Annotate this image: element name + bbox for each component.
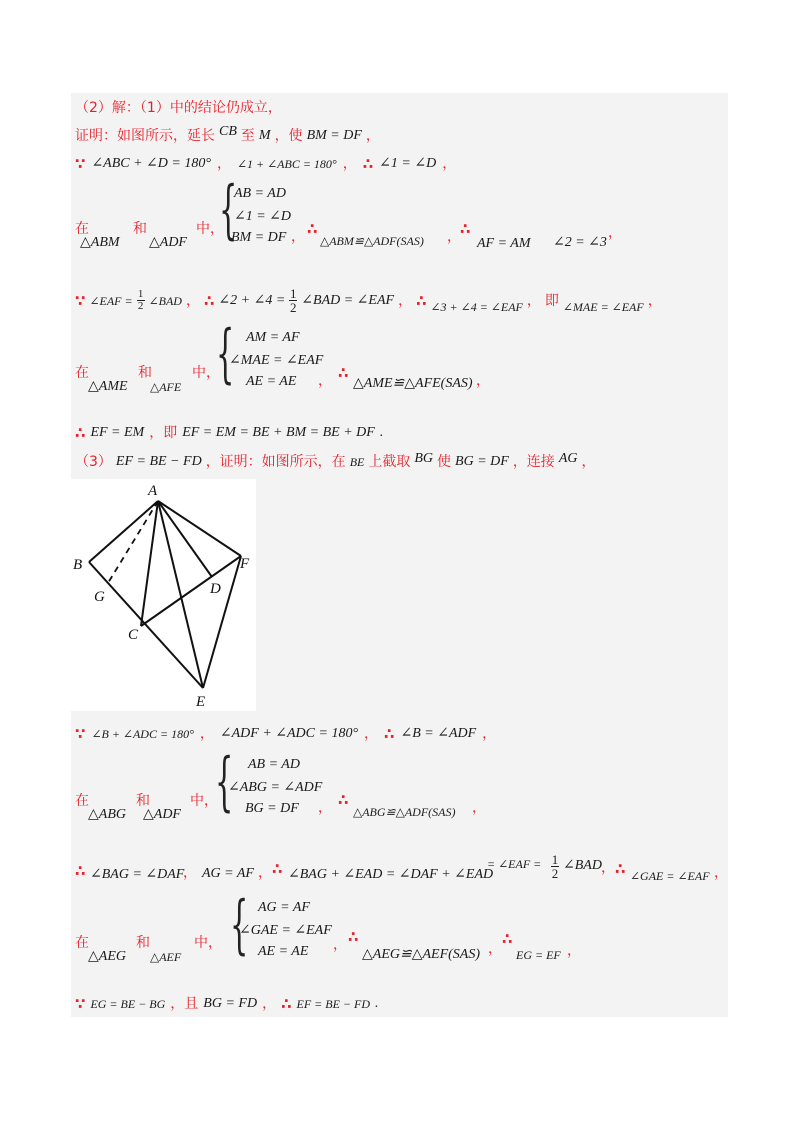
- triangle-ame: △AME: [88, 379, 128, 394]
- label-d: D: [210, 581, 221, 597]
- math-2-plus-4: ∠2 + ∠4 =: [218, 292, 286, 308]
- therefore-symbol: ∴: [416, 291, 427, 310]
- text-in: 在: [75, 935, 89, 951]
- text-comma: ，: [567, 943, 581, 959]
- therefore-symbol: ∴: [338, 364, 349, 382]
- math-b-eq-adf: ∠B = ∠ADF: [400, 726, 477, 741]
- system-1-d: ∠1 = ∠D: [234, 209, 292, 224]
- part3-heading: [75, 453, 595, 471]
- part2-heading: [75, 99, 282, 117]
- segment-ae: [158, 501, 203, 688]
- text-comma: ，: [398, 292, 413, 309]
- text-comma: ，: [318, 800, 332, 816]
- text-comma: ，: [714, 865, 728, 881]
- math-m: M: [258, 128, 271, 143]
- math-bag-ead-daf-ead: ∠BAG + ∠EAD = ∠DAF + ∠EAD: [288, 867, 494, 882]
- text-comma: ，: [447, 229, 461, 245]
- text-comma: ，: [291, 229, 305, 245]
- text-period: .: [379, 425, 384, 440]
- fraction-half: [289, 287, 297, 314]
- math-3-plus-4: ∠3 + ∠4 = ∠EAF: [430, 299, 523, 314]
- segment-fe: [203, 556, 241, 688]
- math-bg-eq-df: BG = DF: [455, 454, 509, 469]
- triangle-abm: △ABM: [80, 235, 120, 250]
- system-ae-ae: AE = AE: [258, 944, 309, 959]
- text-among: 中，: [194, 935, 222, 951]
- math-ef-be-fd: EF = BE − FD: [115, 454, 202, 469]
- system-ag-af: AG = AF: [258, 900, 310, 915]
- therefore-symbol: ∴: [460, 220, 471, 238]
- therefore-symbol: ∴: [75, 424, 86, 442]
- text-comma: ，: [647, 292, 662, 309]
- text-and: 和: [136, 935, 150, 951]
- text-comma: ，: [258, 865, 272, 881]
- text-among: 中，: [192, 365, 220, 381]
- math-ef-be-df: EF = EM = BE + BM = BE + DF: [182, 425, 375, 440]
- system-am-af: AM = AF: [246, 330, 300, 345]
- text-in: 在: [75, 221, 89, 237]
- text-among: 中，: [190, 793, 218, 809]
- therefore-symbol: ∴: [203, 291, 215, 310]
- text-comma: ，: [472, 800, 486, 816]
- text-proof-intro: ，证明：如图所示，在: [205, 454, 346, 470]
- text-in: 在: [75, 365, 89, 381]
- because-symbol: ∵: [75, 725, 86, 743]
- math-ef-em: EF = EM: [90, 425, 145, 440]
- text-comma: ，: [365, 128, 380, 144]
- segment-ag-dashed: [108, 501, 158, 583]
- therefore-symbol: ∴: [502, 930, 513, 948]
- text-comma: ，: [488, 941, 502, 957]
- fraction-half: [551, 853, 559, 880]
- conclusion-line-part3: [75, 995, 379, 1013]
- because-symbol: ∵: [75, 291, 86, 310]
- math-ef-be-fd: EF = BE − FD: [296, 997, 371, 1011]
- math-ag-eq-af: AG = AF: [202, 866, 254, 881]
- fraction-numerator: 1: [551, 852, 559, 867]
- proof-intro-line: [75, 124, 380, 145]
- therefore-symbol: ∴: [384, 725, 395, 743]
- label-e: E: [196, 694, 206, 710]
- math-2-eq-3: ∠2 = ∠3: [553, 235, 607, 250]
- text-comma: ，: [216, 156, 231, 172]
- triangle-abg: △ABG: [88, 807, 126, 822]
- system-ab-ad: AB = AD: [234, 186, 286, 201]
- because-symbol: ∵: [75, 155, 86, 173]
- text-comma: ，: [601, 860, 615, 876]
- left-brace: {: [215, 745, 234, 819]
- system-abg-adf: ∠ABG = ∠ADF: [228, 780, 323, 795]
- text-comma: ，: [608, 225, 622, 241]
- fraction-denominator: 2: [137, 300, 144, 312]
- text-comma: ，: [199, 726, 214, 742]
- angle-line-3: [75, 725, 496, 743]
- text-in: 在: [75, 793, 89, 809]
- math-mae-eaf: ∠MAE = ∠EAF: [562, 299, 644, 314]
- geometry-diagram: [71, 479, 256, 711]
- text-comma: ，: [185, 292, 200, 309]
- text-comma: ，: [183, 865, 197, 881]
- math-eg-eq-ef: EG = EF: [516, 948, 561, 962]
- text-comma: ，: [364, 726, 379, 742]
- congruence-aeg-aef: △AEG≌△AEF(SAS): [362, 947, 481, 962]
- text-comma: ，: [262, 996, 277, 1012]
- math-be: BE: [349, 455, 365, 469]
- therefore-symbol: ∴: [307, 220, 318, 238]
- text-period: .: [375, 996, 379, 1011]
- math-bg: BG: [414, 451, 434, 466]
- text-such-that: ，使: [274, 128, 303, 144]
- system-ae-ae: AE = AE: [246, 374, 297, 389]
- math-bad: ∠BAD: [563, 858, 602, 873]
- text-comma: ，: [476, 373, 490, 389]
- fraction-denominator: 2: [290, 300, 297, 315]
- text-comma: ，: [482, 726, 497, 742]
- segment-be: [89, 562, 203, 688]
- system-mae-eaf: ∠MAE = ∠EAF: [229, 353, 324, 368]
- math-eaf-eq: ∠EAF =: [89, 293, 133, 308]
- text-comma: ，: [526, 292, 541, 309]
- left-brace: {: [230, 888, 249, 962]
- therefore-symbol: ∴: [281, 995, 292, 1013]
- math-bad-eq-eaf: ∠BAD = ∠EAF: [301, 292, 395, 308]
- because-symbol: ∵: [75, 995, 86, 1013]
- segment-af: [158, 501, 241, 556]
- math-1-eq-d: ∠1 = ∠D: [379, 156, 437, 171]
- text-comma: ，: [318, 373, 332, 389]
- therefore-symbol: ∴: [348, 928, 359, 946]
- math-af-am: AF = AM: [477, 236, 531, 251]
- text-and: 和: [136, 793, 150, 809]
- congruence-ame-afe: △AME≌△AFE(SAS): [353, 376, 473, 391]
- math-gae-eq-eaf: ∠GAE = ∠EAF: [630, 869, 710, 883]
- part2-label: （2）解：（1）中的结论仍成立，: [75, 100, 282, 116]
- fraction-denominator: 2: [551, 866, 559, 881]
- text-comma: ，: [333, 937, 347, 953]
- left-brace: {: [216, 317, 235, 391]
- system-ab-ad: AB = AD: [248, 757, 300, 772]
- angle-line-2: [75, 287, 662, 314]
- therefore-symbol: ∴: [615, 860, 626, 878]
- math-bg-eq-fd: BG = FD: [203, 996, 258, 1011]
- triangle-adf: △ADF: [149, 235, 187, 250]
- text-proof-intro: 证明：如图所示，延长: [75, 128, 215, 144]
- label-a: A: [148, 483, 158, 499]
- text-namely: 即: [544, 292, 559, 309]
- left-brace: {: [219, 173, 238, 247]
- math-eg-be-bg: EG = BE − BG: [90, 997, 166, 1011]
- system-bm-df: BM = DF: [231, 230, 287, 245]
- math-bad: ∠BAD: [148, 293, 182, 308]
- text-to: 至: [240, 128, 255, 144]
- fraction-numerator: 1: [137, 288, 144, 300]
- angle-line-1: [75, 155, 456, 173]
- segment-ac: [141, 501, 158, 626]
- text-comma: ，: [581, 454, 596, 470]
- text-namely: ，即: [149, 425, 178, 441]
- math-abc-d-180: ∠ABC + ∠D = 180°: [91, 156, 211, 171]
- text-and: 和: [138, 365, 152, 381]
- label-c: C: [128, 627, 139, 643]
- math-ag: AG: [558, 451, 578, 466]
- text-connect: ，连接: [512, 454, 555, 470]
- text-comma: ，: [342, 156, 357, 172]
- triangle-adf: △ADF: [143, 807, 181, 822]
- system-gae-eaf: ∠GAE = ∠EAF: [239, 923, 332, 938]
- math-bm-eq-df: BM = DF: [306, 128, 362, 143]
- math-b-adc-180: ∠B + ∠ADC = 180°: [91, 727, 194, 741]
- triangle-aef: △AEF: [150, 950, 182, 964]
- therefore-symbol: ∴: [362, 155, 374, 173]
- math-eq-eaf: = ∠EAF =: [487, 857, 542, 871]
- therefore-symbol: ∴: [272, 860, 283, 878]
- label-g: G: [94, 589, 105, 605]
- fraction-numerator: 1: [290, 286, 297, 301]
- triangle-afe: △AFE: [150, 380, 182, 394]
- part3-label: （3）: [75, 454, 112, 470]
- segment-ab: [89, 501, 158, 562]
- math-1-abc-180: ∠1 + ∠ABC = 180°: [236, 157, 337, 171]
- math-bag-eq-daf: ∠BAG = ∠DAF: [90, 867, 185, 882]
- therefore-symbol: ∴: [75, 862, 86, 880]
- congruence-abg-adf: △ABG≌△ADF(SAS): [353, 805, 456, 819]
- system-bg-df: BG = DF: [245, 801, 299, 816]
- text-among: 中，: [196, 221, 224, 237]
- text-and: ，且: [170, 996, 199, 1012]
- text-such-that: 使: [437, 454, 452, 470]
- segment-cf: [141, 556, 241, 626]
- label-b: B: [73, 557, 83, 573]
- math-adf-adc-180: ∠ADF + ∠ADC = 180°: [219, 726, 359, 741]
- text-and: 和: [133, 221, 147, 237]
- triangle-aeg: △AEG: [88, 949, 126, 964]
- congruence-abm-adf: △ABM≌△ADF(SAS): [320, 234, 424, 248]
- text-cut-off: 上截取: [368, 454, 411, 470]
- geometry-figure: [71, 479, 256, 711]
- segment-ad: [158, 501, 212, 577]
- math-cb: CB: [219, 124, 237, 139]
- fraction-half: [137, 289, 145, 312]
- text-comma: ，: [442, 156, 457, 172]
- therefore-symbol: ∴: [338, 791, 349, 809]
- label-f: F: [240, 556, 250, 572]
- conclusion-line-part2: [75, 424, 383, 442]
